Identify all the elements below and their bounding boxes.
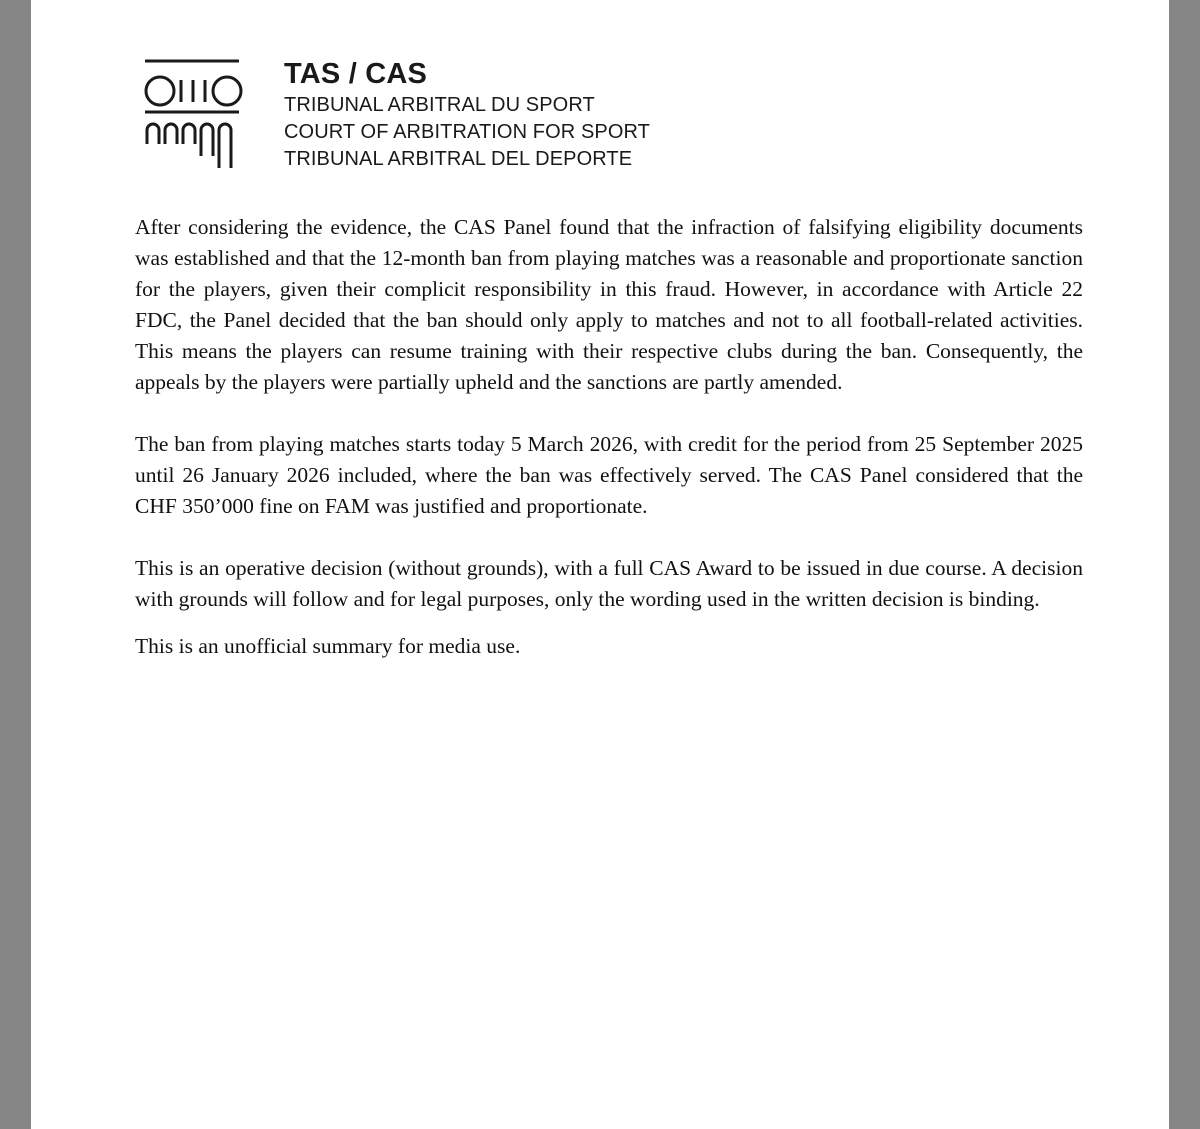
organization-name-es: TRIBUNAL ARBITRAL DEL DEPORTE bbox=[284, 148, 633, 170]
organization-name-fr: TRIBUNAL ARBITRAL DU SPORT bbox=[284, 94, 595, 116]
cas-columns-logo-icon bbox=[143, 56, 243, 172]
organization-header bbox=[284, 56, 650, 173]
paragraph-media-note: This is an unofficial summary for media use. bbox=[135, 634, 521, 658]
organization-name-en: COURT OF ARBITRATION FOR SPORT bbox=[284, 121, 650, 143]
paragraph-operative-decision: This is an operative decision (without grounds), with a full CAS Award to be issued in due course. A decision with grounds will follow and for legal purposes, only the wording used in the written decision is binding. bbox=[135, 556, 1083, 611]
document-page bbox=[31, 0, 1169, 1129]
document-body bbox=[135, 212, 1083, 662]
paragraph-ban-period: The ban from playing matches starts today 5 March 2026, with credit for the period from 25 September 2025 until 26 January 2026 included, where the ban was effectively served. The CAS Panel considered that the CHF 350’000 fine on FAM was justified and proportionate. bbox=[135, 432, 1083, 518]
paragraph-panel-findings: After considering the evidence, the CAS Panel found that the infraction of falsifying eligibility documents was established and that the 12-month ban from playing matches was a reasonable and proportionate sanction for the players, given their complicit responsibility in this fraud. However, in accordance with Article 22 FDC, the Panel decided that the ban should only apply to matches and not to all football-related activities. This means the players can resume training with their respective clubs during the ban. Consequently, the appeals by the players were partially upheld and the sanctions are partly amended. bbox=[135, 215, 1083, 394]
organization-title: TAS / CAS bbox=[284, 58, 428, 90]
